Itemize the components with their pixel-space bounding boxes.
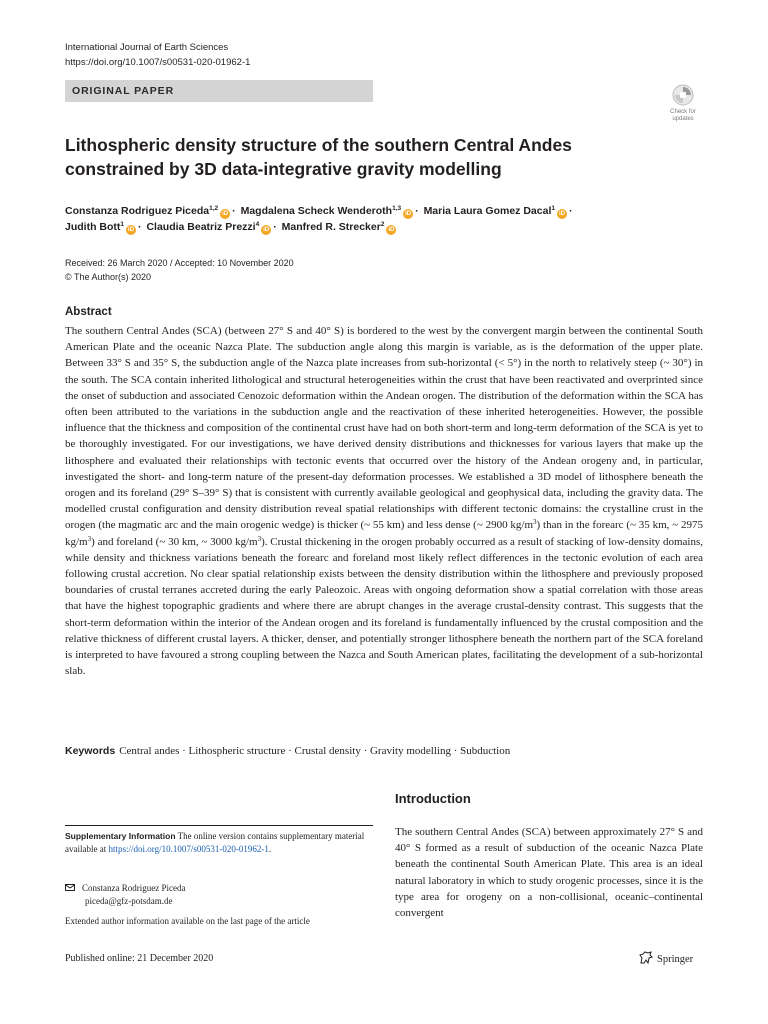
author-name[interactable]: Claudia Beatriz Prezzi bbox=[146, 221, 256, 233]
supplementary-information bbox=[65, 830, 365, 855]
author-affiliation: 1,3 bbox=[392, 205, 402, 212]
publisher-name: Springer bbox=[657, 954, 694, 965]
introduction-heading: Introduction bbox=[395, 791, 471, 806]
copyright-line: © The Author(s) 2020 bbox=[65, 271, 152, 282]
author-list bbox=[65, 203, 705, 235]
orcid-icon[interactable]: iD bbox=[559, 211, 565, 217]
superscript-three: 3 bbox=[533, 518, 537, 527]
extended-author-info: Extended author information available on the last page of the article bbox=[65, 916, 310, 926]
check-updates-line1: Check for bbox=[670, 109, 696, 115]
supplementary-period: . bbox=[268, 843, 272, 854]
received-accepted-dates: Received: 26 March 2020 / Accepted: 10 November 2020 bbox=[65, 258, 294, 268]
corresponding-email[interactable]: piceda@gfz-potsdam.de bbox=[85, 895, 173, 906]
journal-doi[interactable]: https://doi.org/10.1007/s00531-020-01962-1 bbox=[65, 57, 251, 68]
article-type-banner: ORIGINAL PAPER bbox=[65, 80, 373, 102]
abstract-text-part: ). Crustal thickening in the orogen probably occurred as a result of stacking of low-density domains, while density and thickness variations beneath the forearc and foreland most likely reflect differences in the tectonic evolution of each area following crustal accretion. No clear spatial relationship exists between the density distribution within the lithosphere and previously proposed boundaries of crustal terranes accreted during the early Paleozoic. Areas with ongoing deformation show a spatial correlation with those areas that have the highest topographic gradients and where there are abrupt changes in the average crustal-density contrast. This suggests that the short-term deformation within the interior of the Andean orogen and its foreland is fundamentally influenced by the crustal composition and the relative thickness of different crustal layers. A thicker, denser, and potentially stronger lithosphere beneath the northern part of the SCA foreland is interpreted to have favoured a strong coupling between the Nazca and South American plates, facilitating the development of a sub-horizontal slab. bbox=[65, 535, 703, 678]
paper-title: Lithospheric density structure of the southern Central Andes constrained by 3D data-integrative gravity modelling bbox=[65, 135, 572, 179]
author-affiliation: 4 bbox=[255, 221, 260, 228]
orcid-icon[interactable]: iD bbox=[128, 227, 135, 233]
orcid-icon[interactable]: iD bbox=[263, 227, 270, 233]
publisher-logo bbox=[639, 951, 693, 965]
author-name[interactable]: Maria Laura Gomez Dacal bbox=[423, 205, 552, 217]
author-affiliation: 1 bbox=[120, 221, 125, 228]
supplementary-label: Supplementary Information bbox=[65, 831, 176, 841]
abstract-text-part: The southern Central Andes (SCA) (between 27° S and 40° S) is bordered to the west by the convergent margin between the continental South American Plate and the oceanic Nazca Plate. The subduction angle along this margin is variable, as is the deformation of the upper plate. Between 33° S and 35° S, the subduction angle of the Nazca plate increases from sub-horizontal (< 5°) in the north to relatively steep (~ 30°) in the south. The SCA contain inherited lithological and structural heterogeneities within the crust that have been reactivated and overprinted since the onset of subduction and associated Cenozoic deformation within the Andean orogen. The distribution of the deformation within the SCA has often been attributed to the variations in the subduction angle and the reactivation of these inherited heterogeneities. However, the possible influence that the thickness and composition of the continental crust have had on both short-term and long-term deformation of the SCA is yet to be thoroughly investigated. For our investigations, we have derived density distributions and thicknesses for various layers that make up the lithosphere and evaluated their relationships with tectonic events that occurred over the history of the Andean orogeny and, in particular, investigated the short- and long-term nature of the present-day deformation processes. We established a 3D model of lithosphere beneath the orogen and its foreland (29° S–39° S) that is consistent with currently available geological and geophysical data, including the gravity data. The modelled crustal configuration and density distribution reveal spatial relationships with different tectonic domains: the crystalline crust in the orogen (the magmatic arc and the main orogenic wedge) is thicker (~ 55 km) and less dense (~ 2900 kg/m bbox=[65, 325, 703, 532]
author-name[interactable]: Judith Bott bbox=[65, 221, 121, 233]
author-separator: · bbox=[232, 205, 236, 217]
author-name[interactable]: Manfred R. Strecker bbox=[281, 221, 381, 233]
abstract-body bbox=[65, 323, 703, 679]
author-affiliation: 1,2 bbox=[209, 205, 219, 212]
corresponding-author bbox=[65, 882, 365, 907]
keywords-label: Keywords bbox=[65, 745, 116, 757]
superscript-three: 3 bbox=[87, 534, 92, 543]
mail-icon bbox=[65, 884, 75, 891]
check-for-updates-badge[interactable] bbox=[664, 84, 702, 124]
author-separator: · bbox=[569, 205, 573, 217]
abstract-text-part: ) and foreland (~ 30 km, ~ 3000 kg/m bbox=[91, 535, 258, 548]
journal-header bbox=[65, 40, 250, 70]
keywords-list: Central andes · Lithospheric structure · Crustal density · Gravity modelling · Subduction bbox=[119, 745, 511, 757]
footnote-divider bbox=[65, 825, 373, 826]
author-separator: · bbox=[138, 221, 142, 233]
author-separator: · bbox=[415, 205, 419, 217]
author-affiliation: 1 bbox=[551, 205, 555, 212]
orcid-icon[interactable]: iD bbox=[222, 211, 229, 217]
superscript-three: 3 bbox=[257, 534, 262, 543]
abstract-text-part: ) than in the forearc (~ 35 km, ~ 2975 kg/m bbox=[65, 519, 703, 548]
check-updates-line2: updates bbox=[672, 115, 694, 122]
abstract-heading: Abstract bbox=[65, 306, 112, 318]
introduction-body: The southern Central Andes (SCA) between approximately 27° S and 40° S formed as a result of subduction of the oceanic Nazca Plate beneath the continental South American Plate. This area is an ideal natural laboratory in which to study orogenic processes, since it is the type area for orogeny on a non-collisional, oceanic–continental convergent bbox=[395, 826, 703, 920]
author-affiliation: 2 bbox=[380, 221, 385, 228]
author-separator: · bbox=[273, 221, 277, 233]
article-dates bbox=[65, 257, 294, 284]
author-name[interactable]: Constanza Rodriguez Piceda bbox=[65, 205, 210, 217]
journal-name: International Journal of Earth Sciences bbox=[65, 42, 229, 53]
springer-horse-icon bbox=[639, 951, 653, 964]
orcid-icon[interactable]: iD bbox=[388, 227, 395, 233]
author-name[interactable]: Magdalena Scheck Wenderoth bbox=[240, 205, 393, 217]
check-for-updates-icon bbox=[672, 84, 694, 108]
keywords-section bbox=[65, 744, 705, 759]
supplementary-text: The online version contains supplementary material available at bbox=[65, 831, 365, 854]
published-online-date: Published online: 21 December 2020 bbox=[65, 953, 214, 964]
supplementary-link[interactable]: https://doi.org/10.1007/s00531-020-01962-1 bbox=[108, 843, 269, 854]
corresponding-name: Constanza Rodriguez Piceda bbox=[82, 883, 186, 893]
orcid-icon[interactable]: iD bbox=[405, 211, 412, 217]
